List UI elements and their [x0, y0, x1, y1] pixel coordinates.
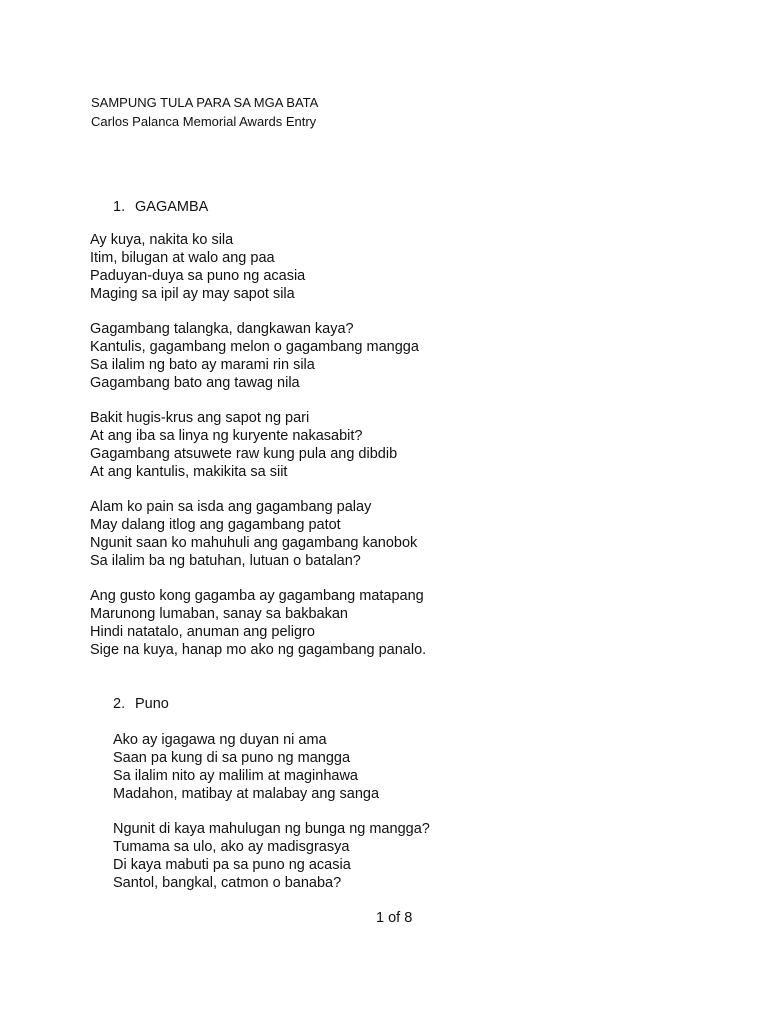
poem-body-gagamba	[90, 231, 426, 676]
poem-title-text: Puno	[135, 696, 169, 712]
verse-line: Alam ko pain sa isda ang gagambang palay	[90, 499, 372, 515]
verse-line: Paduyan-duya sa puno ng acasia	[90, 268, 306, 284]
stanza	[90, 409, 426, 481]
verse-line: Ang gusto kong gagamba ay gagambang matapang	[90, 588, 424, 604]
verse-line: Gagambang atsuwete raw kung pula ang dibdib	[90, 446, 398, 462]
verse-line: Ngunit di kaya mahulugan ng bunga ng mangga?	[113, 821, 430, 837]
stanza	[90, 498, 426, 570]
verse-line: May dalang itlog ang gagambang patot	[90, 517, 341, 533]
verse-line: Hindi natatalo, anuman ang peligro	[90, 624, 315, 640]
verse-line: Sa ilalim ba ng batuhan, lutuan o batalan?	[90, 553, 361, 569]
poem-title-puno	[113, 695, 169, 713]
verse-line: Di kaya mabuti pa sa puno ng acasia	[113, 857, 351, 873]
verse-line: Saan pa kung di sa puno ng mangga	[113, 750, 351, 766]
verse-line: Sige na kuya, hanap mo ako ng gagambang panalo.	[90, 642, 427, 658]
verse-line: Itim, bilugan at walo ang paa	[90, 250, 275, 266]
document-title: SAMPUNG TULA PARA SA MGA BATA	[91, 95, 319, 110]
verse-line: Ay kuya, nakita ko sila	[90, 232, 234, 248]
verse-line: Kantulis, gagambang melon o gagambang mangga	[90, 339, 419, 355]
verse-line: Sa ilalim ng bato ay marami rin sila	[90, 357, 315, 373]
verse-line: Ngunit saan ko mahuhuli ang gagambang kanobok	[90, 535, 418, 551]
verse-line: Marunong lumaban, sanay sa bakbakan	[90, 606, 348, 622]
verse-line: Maging sa ipil ay may sapot sila	[90, 286, 295, 302]
verse-line: At ang kantulis, makikita sa siit	[90, 464, 288, 480]
page-number: 1 of 8	[376, 910, 413, 926]
verse-line: Madahon, matibay at malabay ang sanga	[113, 786, 380, 802]
poem-number: 1.	[113, 199, 126, 215]
poem-body-puno	[113, 731, 430, 909]
document-header	[91, 93, 318, 131]
verse-line: Bakit hugis-krus ang sapot ng pari	[90, 410, 310, 426]
verse-line: Tumama sa ulo, ako ay madisgrasya	[113, 839, 350, 855]
poem-title-text: GAGAMBA	[135, 199, 209, 215]
stanza	[113, 820, 430, 892]
document-subtitle: Carlos Palanca Memorial Awards Entry	[91, 114, 317, 129]
verse-line: Sa ilalim nito ay malilim at maginhawa	[113, 768, 358, 784]
stanza	[90, 231, 426, 303]
verse-line: Gagambang talangka, dangkawan kaya?	[90, 321, 354, 337]
verse-line: At ang iba sa linya ng kuryente nakasabit?	[90, 428, 363, 444]
stanza	[90, 320, 426, 392]
poem-number: 2.	[113, 696, 126, 712]
verse-line: Santol, bangkal, catmon o banaba?	[113, 875, 342, 891]
verse-line: Gagambang bato ang tawag nila	[90, 375, 300, 391]
stanza	[113, 731, 430, 803]
poem-title-gagamba	[113, 198, 208, 216]
stanza	[90, 587, 426, 659]
verse-line: Ako ay igagawa ng duyan ni ama	[113, 732, 327, 748]
